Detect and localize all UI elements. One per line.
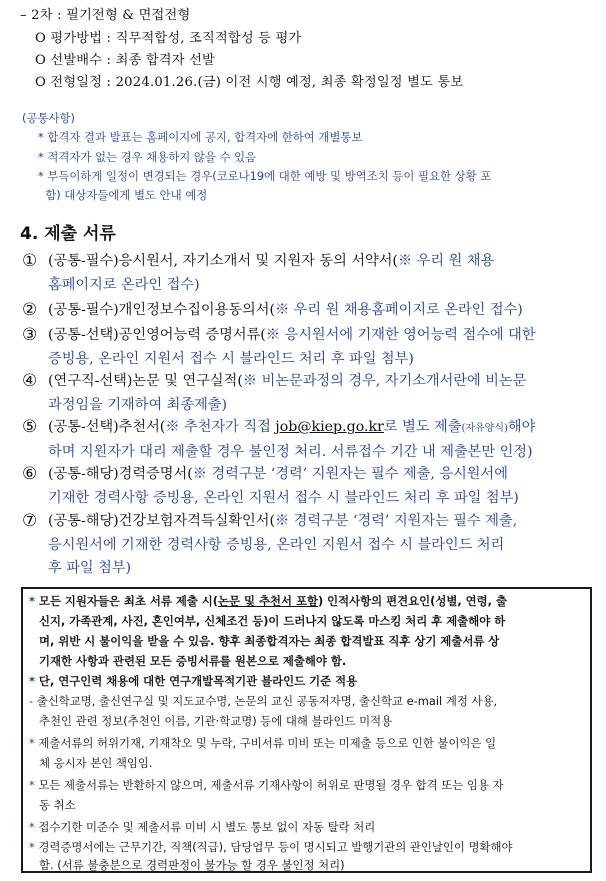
notice-blind-exception-2: 추천인 관련 정보(추천인 이름, 기관·학교명) 등에 대해 블라인드 미적용 <box>39 714 393 728</box>
common-note-3-cont: 함) 대상자들에게 별도 안내 예정 <box>38 188 208 202</box>
common-title: (공통사항) <box>22 111 75 125</box>
notice-masking-line-3: 며, 위반 시 불이익을 받을 수 있음. 향후 최종합격자는 최종 합격발표 직후 상기 제출서류 상 <box>39 634 500 648</box>
notice-blind-exception-1: - 출신학교명, 출신연구실 및 지도교수명, 논문의 교신 공동저자명, 출신학교 e-mail 계정 사용, <box>29 694 498 708</box>
common-note-2: * 적격자가 없는 경우 채용하지 않을 수 있음 <box>38 150 257 164</box>
item-number: ⑥ <box>22 464 38 484</box>
email-link[interactable]: job@kiep.go.kr <box>275 419 384 435</box>
notice-no-return-1: * 모든 제출서류는 반환하지 않으며, 제출서류 기재사항이 허위로 판명될 경우 합격 또는 임용 자 <box>29 778 504 792</box>
section-title: 4. 제출 서류 <box>20 224 116 244</box>
notice-box <box>21 587 592 873</box>
list-item: ⑦ (공통-해당)건강보험자격득실확인서(※ 경력구분 ‘경력’ 지원자는 필수 제출, 응시원서에 기재한 경력사항 증빙용, 온라인 지원서 접수 시 블라인드 처리 후 파일 첨부) <box>22 511 518 576</box>
stage2-header: – 2차 : 필기전형 & 면접전형 <box>20 8 191 23</box>
notice-false-entry-2: 체 응시자 본인 책임임. <box>39 756 153 770</box>
list-item: ③ (공통-선택)공인영어능력 증명서류(※ 응시원서에 기재한 영어능력 점수에 대한 증빙용, 온라인 지원서 접수 시 블라인드 처리 후 파일 첨부) <box>22 325 536 367</box>
stage2-bullet-evaluation: O 평가방법 : 직무적합성, 조직적합성 등 평가 <box>35 31 302 46</box>
item-number: ② <box>22 300 38 320</box>
notice-no-return-2: 동 취소 <box>39 798 76 812</box>
item-number: ⑤ <box>22 417 38 437</box>
list-item: ⑤ (공통-선택)추천서(※ 추천자가 직접 job@kiep.go.kr로 별도 제출(자유양식)해야 하며 지원자가 대리 제출할 경우 불인정 처리. 서류접수 기간 내 제출본만 인정) <box>22 417 536 460</box>
item-number: ④ <box>22 371 38 391</box>
list-item: ① (공통-필수)응시원서, 자기소개서 및 지원자 동의 서약서(※ 우리 원 채용 홈페이지로 온라인 접수) <box>22 251 495 293</box>
item-number: ① <box>22 251 38 271</box>
notice-research-blind: * 단, 연구인력 채용에 대한 연구개발목적기관 블라인드 기준 적용 <box>29 674 358 688</box>
list-item: ④ (연구직-선택)논문 및 연구실적(※ 비논문과정의 경우, 자기소개서란에 비논문 과정임을 기재하여 최종제출) <box>22 371 527 413</box>
notice-false-entry-1: * 제출서류의 허위기재, 기재착오 및 누락, 구비서류 미비 또는 미제출 등으로 인한 불이익은 일 <box>29 736 497 750</box>
item-number: ⑦ <box>22 511 38 531</box>
stage2-bullet-selection: O 선발배수 : 최종 합격자 선발 <box>35 53 215 68</box>
common-note-1: * 합격자 결과 발표는 홈페이지에 공지, 합격자에 한하여 개별통보 <box>38 130 363 144</box>
notice-masking-line-1: * 모든 지원자들은 최초 서류 제출 시(논문 및 추천서 포함) 인적사항의 편견요인(성별, 연령, 출 <box>29 594 507 608</box>
notice-career-cert-1: * 경력증명서에는 근무기간, 직책(직급), 담당업무 등이 명시되고 발행기관의 관인날인이 명확해야 <box>29 840 513 854</box>
common-note-3: * 부득이하게 일정이 변경되는 경우(코로나19에 대한 예방 및 방역조치 등이 필요한 상황 포 <box>38 169 492 183</box>
notice-deadline: * 접수기한 미준수 및 제출서류 미비 시 별도 통보 없이 자동 탈락 처리 <box>29 820 376 834</box>
list-item: ⑥ (공통-해당)경력증명서(※ 경력구분 ‘경력’ 지원자는 필수 제출, 응시원서에 기재한 경력사항 증빙용, 온라인 지원서 접수 시 블라인드 처리 후 파일 첨부) <box>22 464 519 506</box>
notice-career-cert-2: 함. (서류 불충분으로 경력판정이 불가능 할 경우 불인정 처리) <box>39 858 345 872</box>
list-item: ② (공통-필수)개인정보수집이용동의서(※ 우리 원 채용홈페이지로 온라인 접수) <box>22 299 596 323</box>
notice-masking-line-2: 신지, 가족관계, 사진, 혼인여부, 신체조건 등)이 드러나지 않도록 마스킹 처리 후 제출해야 하 <box>39 614 506 628</box>
notice-masking-line-4: 기재한 사항과 관련된 모든 증빙서류를 원본으로 제출해야 함. <box>39 654 347 668</box>
stage2-bullet-schedule: O 전형일정 : 2024.01.26.(금) 이전 시행 예정, 최종 확정일정 별도 통보 <box>35 75 464 90</box>
item-number: ③ <box>22 325 38 345</box>
